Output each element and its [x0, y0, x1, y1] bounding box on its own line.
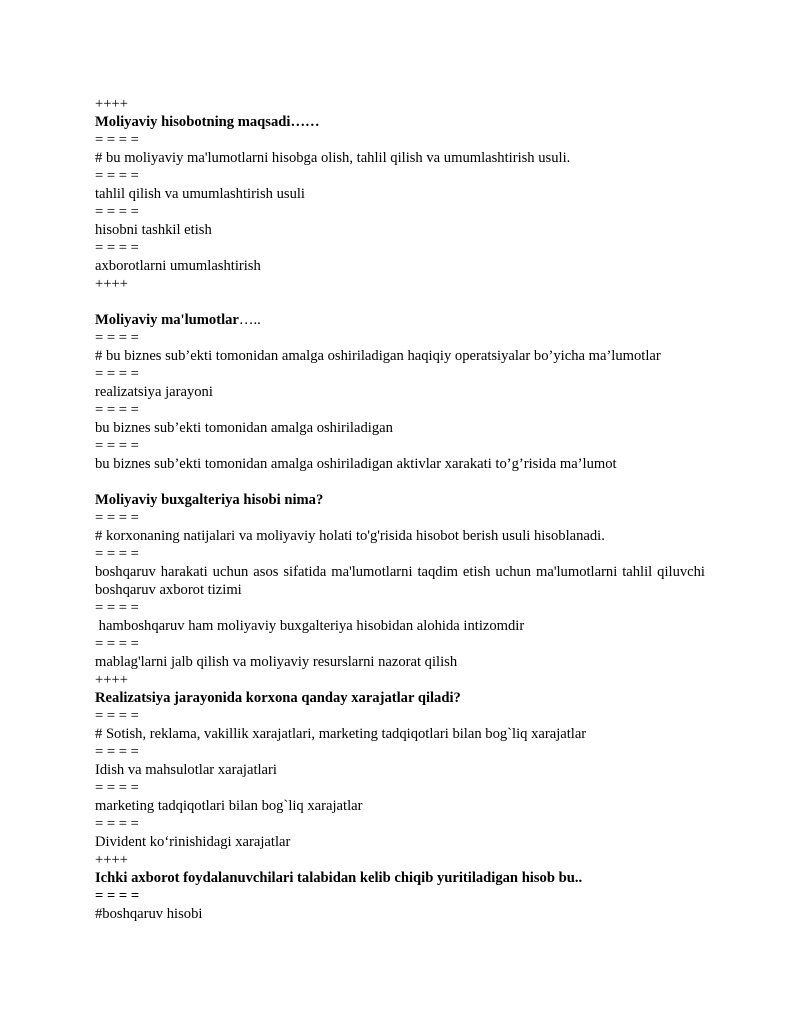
- separator-equals: = = = =: [95, 510, 139, 526]
- separator-equals: = = = =: [95, 168, 139, 184]
- answer-option: Divident ko‘rinishidagi xarajatlar: [95, 834, 291, 850]
- answer-option: mablag'larni jalb qilish va moliyaviy resurslarni nazorat qilish: [95, 654, 458, 670]
- separator-equals: = = = =: [95, 708, 139, 724]
- answer-option: tahlil qilish va umumlashtirish usuli: [95, 186, 305, 202]
- answer-correct: # bu moliyaviy ma'lumotlarni hisobga olish, tahlil qilish va umumlashtirish usuli.: [95, 150, 571, 166]
- separator-equals: = = = =: [95, 330, 139, 346]
- answer-option: hamboshqaruv ham moliyaviy buxgalteriya hisobidan alohida intizomdir: [95, 618, 525, 634]
- separator-plus: ++++: [95, 276, 128, 292]
- separator-equals: = = = =: [95, 402, 139, 418]
- question-heading: Moliyaviy hisobotning maqsadi……: [95, 114, 320, 130]
- answer-option: marketing tadqiqotlari bilan bog`liq xarajatlar: [95, 798, 363, 814]
- question-heading-ellipsis: …..: [238, 312, 261, 328]
- question-heading: [95, 311, 705, 329]
- separator-plus: ++++: [95, 672, 128, 688]
- separator-equals: = = = =: [95, 240, 139, 256]
- answer-option: hisobni tashkil etish: [95, 222, 212, 238]
- answer-option: Idish va mahsulotlar xarajatlari: [95, 762, 277, 778]
- separator-equals: = = = =: [95, 366, 139, 382]
- separator-plus: ++++: [95, 852, 128, 868]
- answer-option: realizatsiya jarayoni: [95, 384, 213, 400]
- question-heading-bold: Moliyaviy ma'lumotlar: [95, 312, 239, 328]
- answer-option: bu biznes sub’ekti tomonidan amalga oshiriladigan: [95, 420, 393, 436]
- separator-equals: = = = =: [95, 438, 139, 454]
- answer-correct: # Sotish, reklama, vakillik xarajatlari, marketing tadqiqotlari bilan bog`liq xarajatlar: [95, 726, 587, 742]
- answer-correct: # korxonaning natijalari va moliyaviy holati to'g'risida hisobot berish usuli hisoblanadi.: [95, 528, 605, 544]
- answer-correct: #boshqaruv hisobi: [95, 906, 203, 922]
- separator-equals: = = = =: [95, 636, 139, 652]
- separator-equals: = = = =: [95, 888, 140, 904]
- separator-equals: = = = =: [95, 546, 139, 562]
- separator-equals: = = = =: [95, 780, 139, 796]
- answer-option: bu biznes sub’ekti tomonidan amalga oshiriladigan aktivlar xarakati to’g’risida ma’lumot: [95, 456, 617, 472]
- question-heading: Ichki axborot foydalanuvchilari talabidan kelib chiqib yuritiladigan hisob bu..: [95, 870, 583, 886]
- separator-equals: = = = =: [95, 744, 139, 760]
- separator-plus: ++++: [95, 96, 128, 112]
- answer-option: axborotlarni umumlashtirish: [95, 258, 261, 274]
- separator-equals: = = = =: [95, 204, 139, 220]
- answer-option: boshqaruv harakati uchun asos sifatida ma'lumotlarni taqdim etish uchun ma'lumotlarni tahlil qiluvchi boshqaruv axborot tizimi: [95, 564, 705, 598]
- separator-equals: = = = =: [95, 816, 139, 832]
- answer-correct: # bu biznes sub’ekti tomonidan amalga oshiriladigan haqiqiy operatsiyalar bo’yicha ma’lumotlar: [95, 348, 661, 364]
- question-heading: Realizatsiya jarayonida korxona qanday xarajatlar qiladi?: [95, 690, 461, 706]
- question-heading: Moliyaviy buxgalteriya hisobi nima?: [95, 492, 324, 508]
- separator-equals: = = = =: [95, 132, 139, 148]
- separator-equals: = = = =: [95, 600, 139, 616]
